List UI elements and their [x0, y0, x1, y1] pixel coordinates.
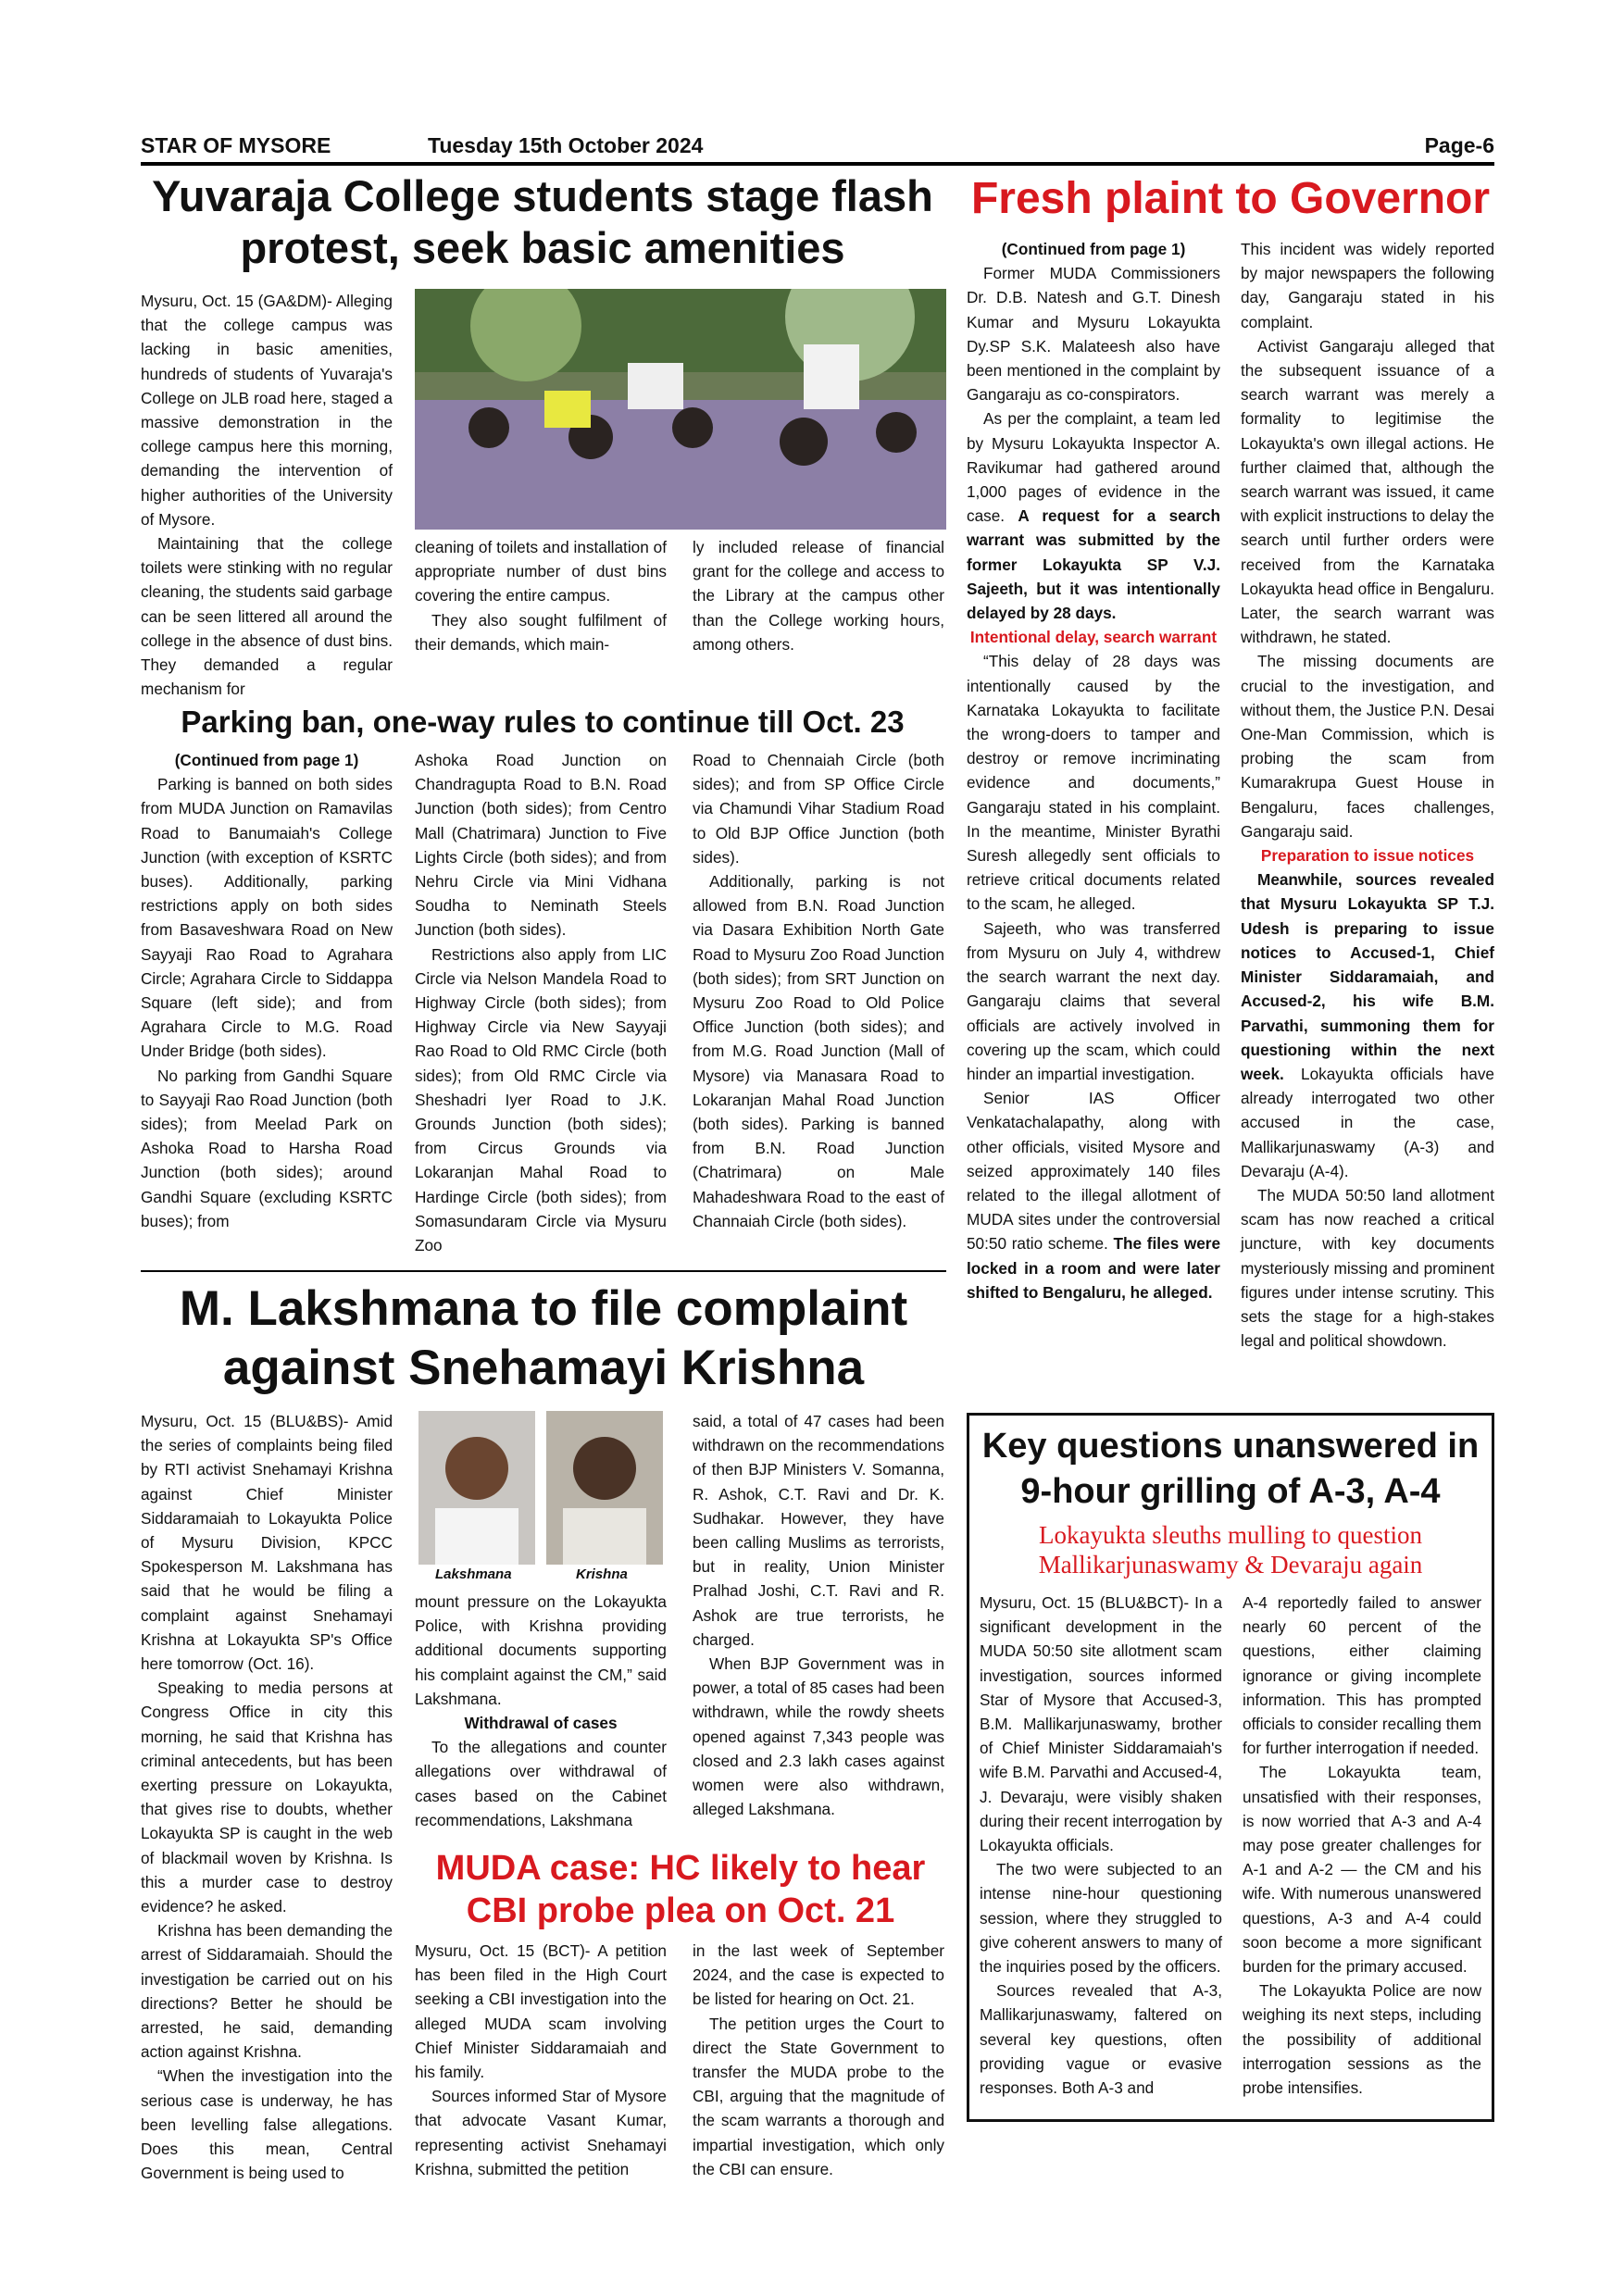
art6-subheadline: Lokayukta sleuths mulling to question Mallikarjunaswamy & Devaraju again	[1038, 1521, 1423, 1579]
para: said, a total of 47 cases had been withdrawn on the recommendations of then BJP Ministers V. Somanna, R. Ashok, C.T. Ravi and Dr. K. Sudhakar. However, they have been calling Muslims as terrorists, but in reality, Union Minister Pralhad Joshi, C.T. Ravi and R. Ashok are true terrorists, he charged.	[693, 1412, 944, 1649]
para: Additionally, parking is not allowed from B.N. Road Junction via Dasara Exhibition North Gate Road to Mysuru Zoo Road Junction (both sides); from SRT Junction on Mysuru Zoo Road to Old Police Office Junction (both sides); and from M.G. Road Junction (Mall of Mysore) via Manasara Road to Lokaranjan Mahal Road Junction (both sides). Parking is banned from B.N. Road Junction (Chatrimara) on Male Mahadeshwara Road to the east of Channaiah Circle (both sides).	[693, 872, 944, 1230]
protest-photo-graphic	[415, 289, 946, 530]
continued-label: (Continued from page 1)	[174, 751, 359, 769]
art6-col2	[1243, 1591, 1481, 2100]
caption-krishna: Krishna	[576, 1566, 628, 1582]
portrait-graphic	[546, 1411, 663, 1565]
masthead-rule	[141, 162, 1494, 166]
para: ly included release of financial grant for the college and access to the Library at the campus other than the College working hours, among others.	[693, 538, 944, 654]
portrait-lakshmana	[418, 1411, 535, 1565]
art3-col3	[693, 1409, 944, 1821]
art5-col2	[1241, 237, 1494, 1353]
para-bold: Meanwhile, sources revealed that Mysuru Lokayukta SP T.J. Udesh is preparing to issue notices to Accused-1, Chief Minister Siddaramaiah, and Accused-2, his wife B.M. Parvathi, summoning them for questioning within the next week.	[1241, 870, 1494, 1083]
para-bold: The files were locked in a room and were later shifted to Bengaluru, he alleged.	[967, 1234, 1221, 1302]
art5-col1	[967, 237, 1220, 1304]
para: The Lokayukta Police are now weighing its next steps, including the possibility of additional interrogation sessions as the probe intensifies.	[1243, 1981, 1481, 2098]
paper-name: STAR OF MYSORE	[141, 133, 331, 157]
para: “When the investigation into the serious case is underway, he has been levelling false allegations. Does this mean, Central Government is being used to	[141, 2066, 393, 2183]
para-bold: A request for a search warrant was submitted by the former Lokayukta SP V.J. Sajeeth, but it was intentionally delayed by 28 days.	[967, 506, 1220, 623]
art1-col1	[141, 289, 393, 701]
continued-label: (Continued from page 1)	[1001, 240, 1186, 258]
art5-headline: Fresh plaint to Governor	[970, 174, 1491, 223]
para: mount pressure on the Lokayukta Police, with Krishna providing additional documents supporting his complaint against the CM,” said Lakshmana.	[415, 1592, 667, 1708]
art2-col1	[141, 748, 393, 1233]
para: in the last week of September 2024, and the case is expected to be listed for hearing on Oct. 21.	[693, 1941, 944, 2009]
page-number: Page-6	[1424, 133, 1494, 157]
para	[1241, 867, 1494, 1183]
para-text: Lokayukta officials have already interrogated two other accused in the case, Mallikarjunaswamy (A-3) and Devaraju (A-4).	[1241, 1064, 1494, 1180]
protest-photo	[415, 289, 946, 530]
para: Former MUDA Commissioners Dr. D.B. Natesh and G.T. Dinesh Kumar and Mysuru Lokayukta Dy.SP S.K. Malateesh also have been mentioned in the complaint by Gangaraju as co-conspirators.	[967, 264, 1220, 405]
para: No parking from Gandhi Square to Sayyaji Rao Road Junction (both sides); from Meelad Park on Ashoka Road to Harsha Road Junction (both sides); around Gandhi Square (excluding KSRTC buses); from	[141, 1066, 393, 1230]
para: The missing documents are crucial to the investigation, and without them, the Justice P.N. Desai One-Man Commission, which is probing the scam from Kumarakrupa Guest House in Bengaluru, faces challenges, Gangaraju said.	[1241, 652, 1494, 841]
art2-headline: Parking ban, one-way rules to continue till Oct. 23	[181, 705, 905, 739]
caption-lakshmana: Lakshmana	[435, 1566, 512, 1582]
divider	[141, 1270, 946, 1272]
para: Mysuru, Oct. 15 (GA&DM)- Alleging that the college campus was lacking in basic amenities, hundreds of students of Yuvaraja's College on JLB road here, staged a massive demonstration in the college campus here this morning, demanding the intervention of higher authorities of the University of Mysore.	[141, 292, 393, 529]
para: “This delay of 28 days was intentionally caused by the Karnataka Lokayukta to facilitate the wrong-doers to tamper and destroy or remove incriminating evidence and documents,” Gangaraju stated in his complaint. In the meantime, Minister Byrathi Suresh allegedly sent officials to retrieve critical documents related to the scam, he alleged.	[967, 652, 1220, 914]
para: Sources informed Star of Mysore that advocate Vasant Kumar, representing activist Snehamayi Krishna, submitted the petition	[415, 2087, 667, 2178]
art3-col2	[415, 1590, 667, 1832]
para	[967, 1086, 1220, 1304]
art4-col2	[693, 1939, 944, 2181]
para: Sajeeth, who was transferred from Mysuru on July 4, withdrew the search warrant the next day. Gangaraju claims that several officials are actively involved in covering up the scam, which could hinder an impartial investigation.	[967, 918, 1220, 1083]
para: Mysuru, Oct. 15 (BLU&BS)- Amid the series of complaints being filed by RTI activist Snehamayi Krishna against Chief Minister Siddaramaiah to Lokayukta Police of Mysuru Division, KPCC Spokesperson M. Lakshmana has said that he would be filing a complaint against Snehamayi Krishna at Lokayukta SP's Office here tomorrow (Oct. 16).	[141, 1412, 393, 1674]
para: The petition urges the Court to direct the State Government to transfer the MUDA probe to the CBI, arguing that the magnitude of the scam warrants a thorough and impartial investigation, which only the CBI can ensure.	[693, 2014, 944, 2178]
para: They also sought fulfilment of their demands, which main-	[415, 610, 667, 654]
art4-col1	[415, 1939, 667, 2181]
art1-col3	[693, 535, 944, 656]
art2-col3	[693, 748, 944, 1233]
art6-col1	[980, 1591, 1222, 2100]
para: The MUDA 50:50 land allotment scam has now reached a critical juncture, with key documents mysteriously missing and prominent figures under intense scrutiny. This sets the stage for a high-stakes legal and political showdown.	[1241, 1185, 1494, 1351]
para: Parking is banned on both sides from MUDA Junction on Ramavilas Road to Banumaiah's College Junction (with exception of KSRTC buses). Additionally, parking restrictions apply on both sides from Basaveshwara Road on New Sayyaji Rao Road to Agrahara Circle; Agrahara Circle to Siddappa Square (left side); and from Agrahara Circle to M.G. Road Under Bridge (both sides).	[141, 775, 393, 1061]
para: Maintaining that the college toilets were stinking with no regular cleaning, the students said garbage can be seen littered all around the college in the absence of dust bins. They demanded a regular mechanism for	[141, 534, 393, 699]
para	[967, 406, 1220, 625]
portrait-krishna	[546, 1411, 663, 1565]
para-text: As per the complaint, a team led by Mysuru Lokayukta Inspector A. Ravikumar had gathered around 1,000 pages of evidence in the case.	[967, 409, 1220, 526]
para: Sources revealed that A-3, Mallikarjunaswamy, faltered on several key questions, often providing vague or evasive responses. Both A-3 and	[980, 1981, 1222, 2098]
art2-col2	[415, 748, 667, 1257]
masthead	[141, 133, 1494, 161]
art3-headline: M. Lakshmana to file complaint against Snehamayi Krishna	[179, 1281, 908, 1395]
portrait-graphic	[418, 1411, 535, 1565]
art1-col2	[415, 535, 667, 656]
para: Krishna has been demanding the arrest of Siddaramaiah. Should the investigation be carried out on his directions? Better he should be arrested, he said, demanding action against Krishna.	[141, 1921, 393, 2062]
para: A-4 reportedly failed to answer nearly 60 percent of the questions, either claiming ignorance or giving incomplete information. This has prompted officials to consider recalling them for further interrogation if needed.	[1243, 1593, 1481, 1758]
issue-date: Tuesday 15th October 2024	[428, 133, 704, 157]
para: The Lokayukta team, unsatisfied with their responses, is now worried that A-3 and A-4 may pose greater challenges for A-1 and A-2 — the CM and his wife. With numerous unanswered questions, A-3 and A-4 could soon become a more significant burden for the primary accused.	[1243, 1763, 1481, 1977]
art6-headline: Key questions unanswered in 9-hour grilling of A-3, A-4	[981, 1427, 1480, 1511]
para: Speaking to media persons at Congress Office in city this morning, he said that Krishna has criminal antecedents, but has been exerting pressure on Lokayukta, that gives rise to doubts, whether Lokayukta SP is caught in the web of blackmail woven by Krishna. Is this a murder case to destroy evidence? he asked.	[141, 1678, 393, 1916]
para: To the allegations and counter allegations over withdrawal of cases based on the Cabinet recommendations, Lakshmana	[415, 1738, 667, 1829]
subhead-preparation: Preparation to issue notices	[1260, 846, 1475, 866]
para: This incident was widely reported by major newspapers the following day, Gangaraju stated in his complaint.	[1241, 240, 1494, 331]
para: Ashoka Road Junction on Chandragupta Road to B.N. Road Junction (both sides); from Centro Mall (Chatrimara) Junction to Five Lights Circle (both sides); and from Nehru Circle via Mini Vidhana Soudha to Neminath Steels Junction (both sides).	[415, 751, 667, 940]
para: When BJP Government was in power, a total of 85 cases had been withdrawn, while the rowdy sheets opened against 7,343 people was closed and 2.3 lakh cases against women were also withdrawn, alleged Lakshmana.	[693, 1654, 944, 1819]
para: The two were subjected to an intense nine-hour questioning session, where they struggled to give coherent answers to many of the inquiries posed by the officers.	[980, 1860, 1222, 1977]
para-text: Senior IAS Officer Venkatachalapathy, along with other officials, visited Mysore and seized approximately 140 files related to the illegal allotment of MUDA sites under the controversial 50:50 ratio scheme.	[967, 1089, 1220, 1254]
para: Road to Chennaiah Circle (both sides); and from SP Office Circle via Chamundi Vihar Stadium Road to Old BJP Office Junction (both sides).	[693, 751, 944, 867]
subhead-withdrawal: Withdrawal of cases	[464, 1714, 618, 1733]
para: Activist Gangaraju alleged that the subsequent issuance of a search warrant was merely a formality to legitimise the Lokayukta's own illegal actions. He further claimed that, although the search warrant was issued, it came with explicit instructions to delay the search until further orders were received from the Karnataka Lokayukta head office in Bengaluru. Later, the search warrant was withdrawn, he stated.	[1241, 336, 1494, 647]
art3-col1	[141, 1409, 393, 2186]
para: Mysuru, Oct. 15 (BLU&BCT)- In a significant development in the MUDA 50:50 site allotment scam investigation, sources informed Star of Mysore that Accused-3, B.M. Mallikarjunaswamy, brother of Chief Minister Siddaramaiah's wife B.M. Parvathi and Accused-4, J. Devaraju, were visibly shaken during their recent interrogation by Lokayukta officials.	[980, 1593, 1222, 1855]
para: cleaning of toilets and installation of appropriate number of dust bins covering the entire campus.	[415, 538, 667, 605]
para: Mysuru, Oct. 15 (BCT)- A petition has been filed in the High Court seeking a CBI investigation into the alleged MUDA scam involving Chief Minister Siddaramaiah and his family.	[415, 1941, 667, 2082]
art4-headline: MUDA case: HC likely to hear CBI probe plea on Oct. 21	[435, 1849, 926, 1930]
art1-headline: Yuvaraja College students stage flash protest, seek basic amenities	[152, 171, 933, 273]
subhead-intentional-delay: Intentional delay, search warrant	[969, 628, 1218, 647]
para: Restrictions also apply from LIC Circle via Nelson Mandela Road to Highway Circle (both sides); from Highway Circle via New Sayyaji Rao Road to Old RMC Circle (both sides); from Old RMC Circle via Sheshadri Iyer Road to J.K. Grounds Junction (both sides); from Circus Grounds via Lokaranjan Mahal Road to Hardinge Circle (both sides); from Somasundaram Circle via Mysuru Zoo	[415, 944, 667, 1255]
